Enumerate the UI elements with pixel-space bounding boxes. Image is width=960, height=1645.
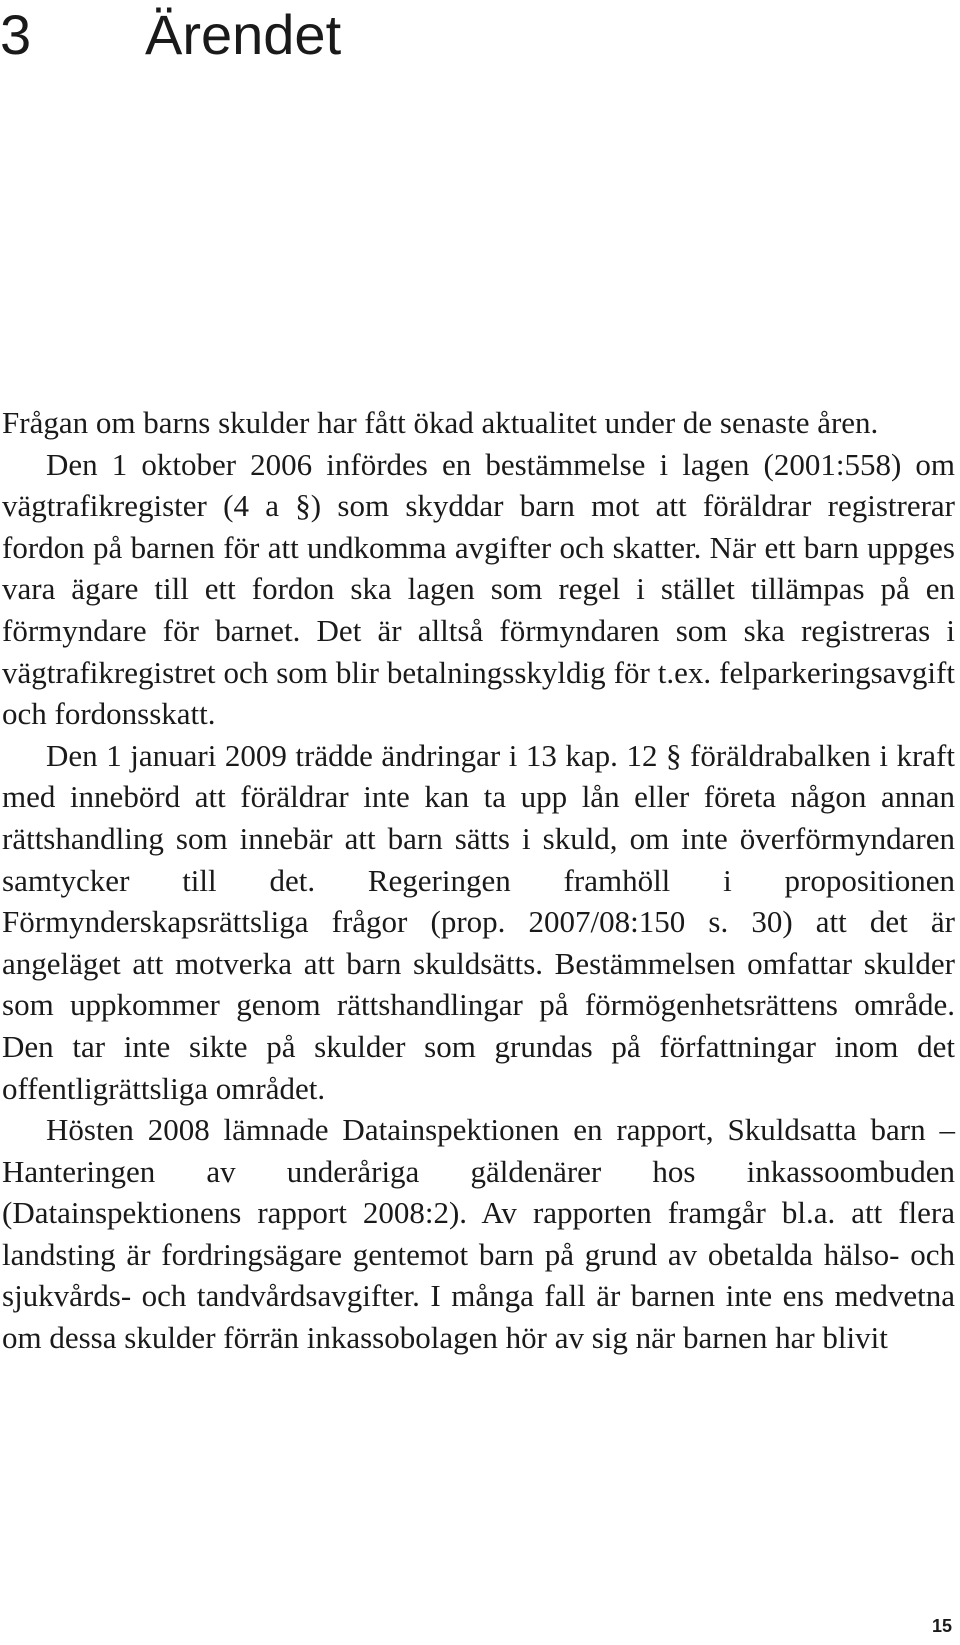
- paragraph-vehicle-register: Den 1 oktober 2006 infördes en bestämmelse i lagen (2001:558) om vägtrafikregister (4 a §) som skyddar barn mot att föräldrar registrerar fordon på barnen för att undkomma avgifter och skatter. När ett barn uppges vara ägare till ett fordon ska lagen som regel i stället tillämpas på en förmyndare för barnet. Det är alltså förmyndaren som ska registreras i vägtrafikregistret och som blir betalningsskyldig för t.ex. felparkeringsavgift och fordonsskatt.: [2, 446, 955, 732]
- page-number: 15: [931, 1616, 952, 1636]
- body-text: [2, 402, 955, 1359]
- chapter-title: Ärendet: [145, 3, 342, 66]
- chapter-heading: [0, 0, 341, 70]
- paragraph-data-inspection: Hösten 2008 lämnade Datainspektionen en rapport, Skuldsatta barn – Hanteringen av underåriga gäldenärer hos inkassoombuden (Datainspektionens rapport 2008:2). Av rapporten framgår bl.a. att flera landsting är fordringsägare gentemot barn på grund av obetalda hälso- och sjukvårds- och tandvårdsavgifter. I många fall är barnen inte ens medvetna om dessa skulder förrän inkassobolagen hör av sig när barnen har blivit: [2, 1112, 955, 1356]
- chapter-number: 3: [0, 3, 32, 66]
- paragraph-intro: Frågan om barns skulder har fått ökad aktualitet under de senaste åren.: [2, 405, 879, 440]
- paragraph-parental-code: Den 1 januari 2009 trädde ändringar i 13 kap. 12 § föräldrabalken i kraft med innebörd att föräldrar inte kan ta upp lån eller företa någon annan rättshandling som innebär att barn sätts i skuld, om inte överförmyndaren samtycker till det. Regeringen framhöll i propositionen Förmynderskapsrättsliga frågor (prop. 2007/08:150 s. 30) att det är angeläget att motverka att barn skuldsätts. Bestämmelsen omfattar skulder som uppkommer genom rättshandlingar på förmögenhetsrättens område. Den tar inte sikte på skulder som grundas på författningar inom det offentligrättsliga området.: [2, 737, 955, 1106]
